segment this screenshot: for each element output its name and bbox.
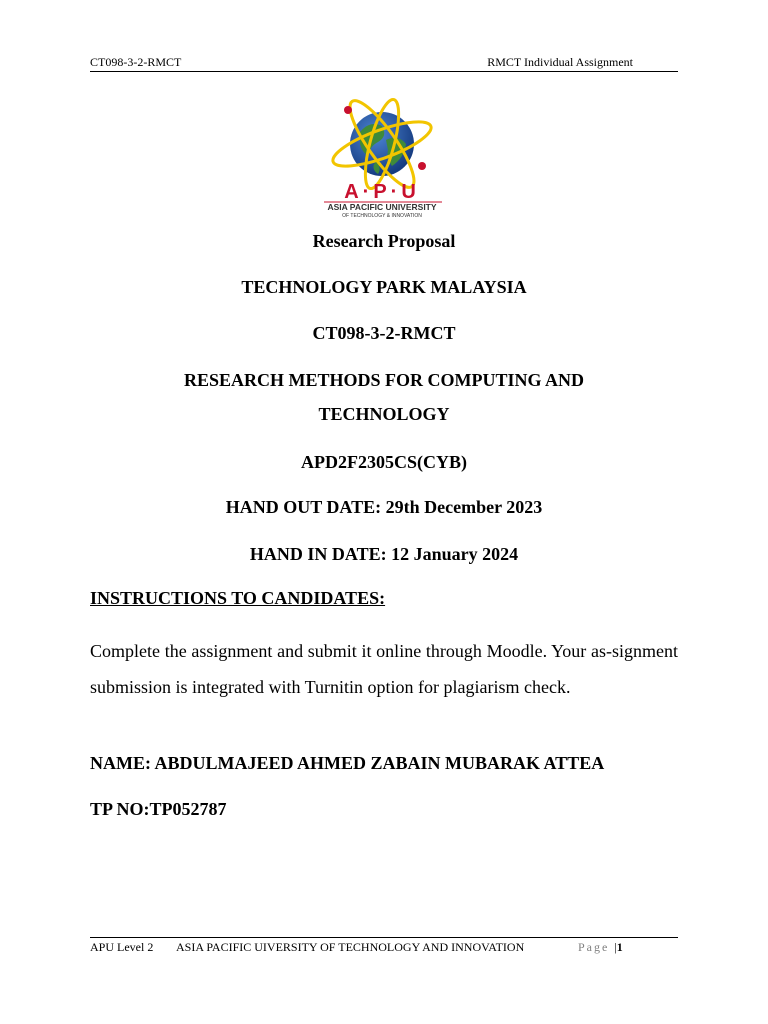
apu-logo-subtitle2: OF TECHNOLOGY & INNOVATION bbox=[342, 213, 422, 219]
apu-logo-letters: A·P·U bbox=[344, 181, 420, 203]
module-name-line1: RESEARCH METHODS FOR COMPUTING AND bbox=[183, 370, 585, 390]
instructions-heading: INSTRUCTIONS TO CANDIDATES: bbox=[90, 588, 386, 608]
footer-university: ASIA PACIFIC UIVERSITY OF TECHNOLOGY AND INNOVATION bbox=[176, 940, 525, 954]
page-footer bbox=[90, 937, 678, 956]
apu-logo-subtitle1: ASIA PACIFIC UNIVERSITY bbox=[327, 202, 437, 212]
page-header bbox=[90, 55, 678, 72]
hand-out-date: HAND OUT DATE: 29th December 2023 bbox=[225, 497, 543, 517]
footer-level: APU Level 2 bbox=[90, 940, 154, 954]
document-type: Research Proposal bbox=[312, 231, 456, 251]
instructions-body: Complete the assignment and submit it online through Moodle. Your as-signment submission is integrated with Turnitin option for plagiarism check. bbox=[90, 641, 678, 697]
apu-logo bbox=[318, 96, 448, 220]
student-name: NAME: ABDULMAJEED AHMED ZABAIN MUBARAK ATTEA bbox=[90, 753, 605, 773]
intake-code: APD2F2305CS(CYB) bbox=[301, 452, 467, 472]
footer-page-indicator bbox=[578, 940, 623, 955]
footer-separator: | bbox=[614, 940, 617, 954]
hand-in-date: HAND IN DATE: 12 January 2024 bbox=[249, 544, 519, 564]
apu-logo-graphic bbox=[318, 96, 448, 220]
module-code: CT098-3-2-RMCT bbox=[312, 323, 456, 343]
institution-name: TECHNOLOGY PARK MALAYSIA bbox=[241, 277, 527, 297]
header-assignment-title: RMCT Individual Assignment bbox=[487, 55, 633, 69]
footer-page-number: 1 bbox=[616, 940, 623, 954]
student-tp-number: TP NO:TP052787 bbox=[90, 799, 227, 819]
header-module-code: CT098-3-2-RMCT bbox=[90, 55, 182, 69]
module-name-line2: TECHNOLOGY bbox=[318, 404, 450, 424]
footer-page-label: Page bbox=[578, 940, 610, 954]
